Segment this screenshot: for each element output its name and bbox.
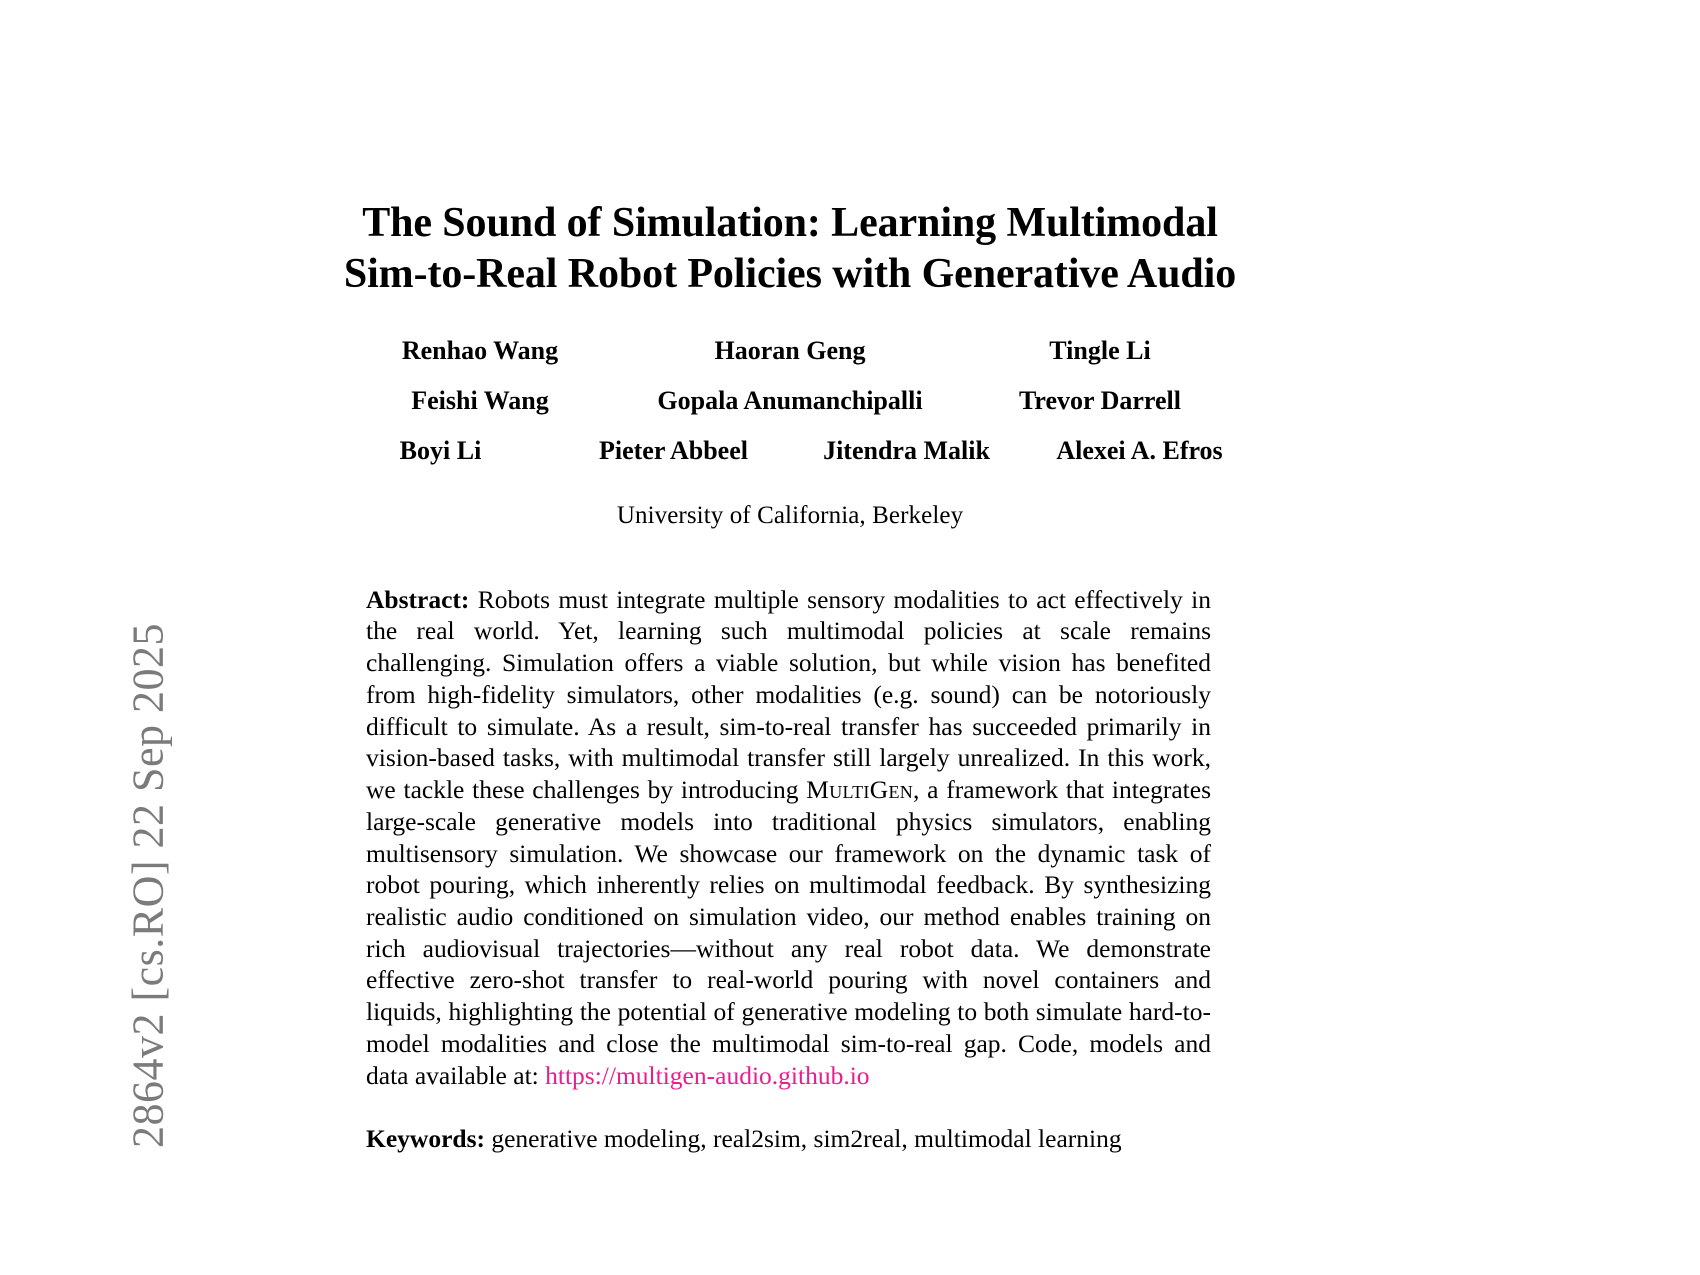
author-name: Trevor Darrell <box>1019 385 1181 415</box>
author-row <box>310 436 1270 466</box>
author-name: Feishi Wang <box>411 385 549 415</box>
page-title <box>310 0 1270 300</box>
author-row <box>310 386 1270 416</box>
paper-content-column <box>310 0 1270 1155</box>
author-row <box>310 336 1270 366</box>
author-name: Renhao Wang <box>401 335 559 365</box>
author-name: Jitendra Malik <box>823 435 990 465</box>
author-name: Haoran Geng <box>714 335 866 365</box>
keywords-section <box>366 1123 1211 1155</box>
abstract-text-part-2: , a framework that integrates large-scale generative models into traditional physics simulators, enabling multisensory simulation. We showcase our framework on the dynamic task of robot pouring, which inherently relies on multimodal feedback. By synthesizing realistic audio conditioned on simulation video, our method enables training on rich audiovisual trajectories—without any real robot data. We demonstrate effective zero-shot transfer to real-world pouring with novel containers and liquids, highlighting the potential of generative modeling to both simulate hard-to-model modalities and close the multimodal sim-to-real gap. Code, models and data available at: <box>366 775 1211 1090</box>
author-name: Gopala Anumanchipalli <box>657 385 923 415</box>
author-name: Boyi Li <box>399 435 482 465</box>
project-page-link[interactable]: https://multigen-audio.github.io <box>545 1060 870 1090</box>
keywords-label: Keywords: <box>366 1124 485 1154</box>
arxiv-identifier-stamp: 2864v2 [cs.RO] 22 Sep 2025 <box>123 622 173 1149</box>
abstract-section <box>366 584 1211 1092</box>
affiliation: University of California, Berkeley <box>616 501 964 529</box>
title-line-1: The Sound of Simulation: Learning Multimodal <box>362 200 1218 246</box>
author-name: Tingle Li <box>1049 335 1151 365</box>
system-name: MultiGen <box>806 775 914 805</box>
title-line-2: Sim-to-Real Robot Policies with Generative Audio <box>343 250 1237 297</box>
keywords-value: generative modeling, real2sim, sim2real, multimodal learning <box>484 1124 1122 1154</box>
author-name: Alexei A. Efros <box>1056 435 1223 465</box>
abstract-paragraph <box>366 584 1211 1092</box>
abstract-text-part-1: Robots must integrate multiple sensory modalities to act effectively in the real world. Yet, learning such multimodal policies at scale remains challenging. Simulation offers a viable solution, but while vision has benefited from high-fidelity simulators, other modalities (e.g. sound) can be notoriously difficult to simulate. As a result, sim-to-real transfer has succeeded primarily in vision-based tasks, with multimodal transfer still largely unrealized. In this work, we tackle these challenges by introducing <box>366 584 1211 805</box>
author-list <box>310 336 1270 466</box>
author-name: Pieter Abbeel <box>599 435 748 465</box>
abstract-label: Abstract: <box>366 584 470 614</box>
